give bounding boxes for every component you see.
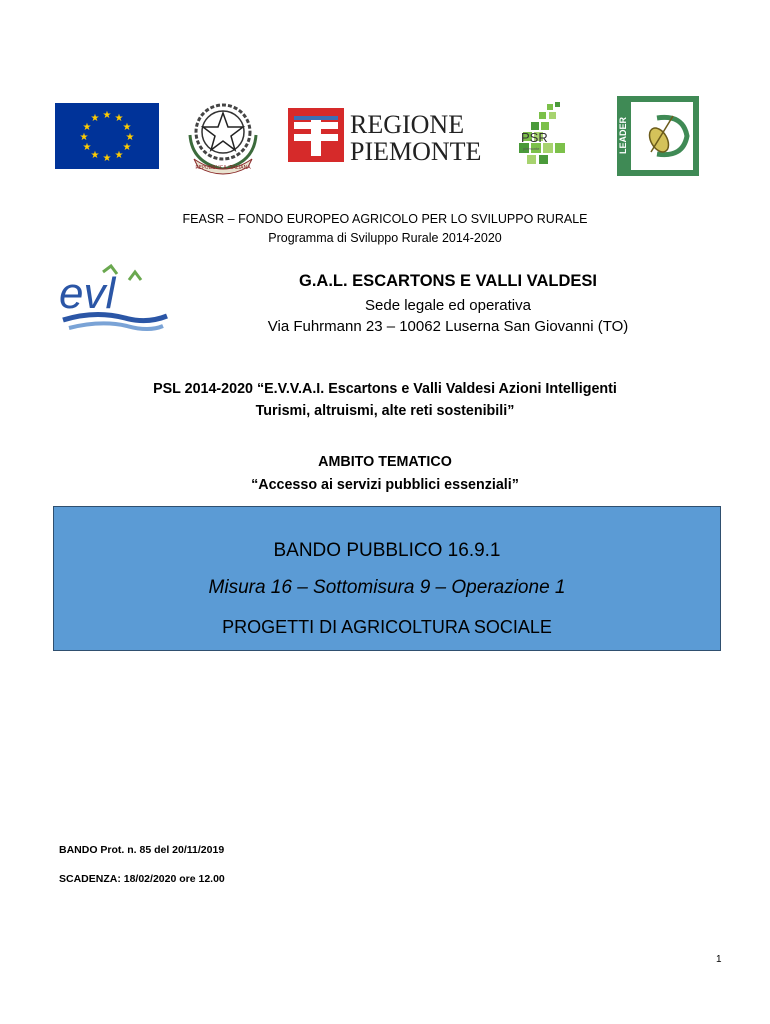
bando-protocol: BANDO Prot. n. 85 del 20/11/2019 xyxy=(59,844,225,856)
svg-text:evl: evl xyxy=(59,269,116,318)
svg-text:★: ★ xyxy=(90,150,100,161)
svg-text:PSR: PSR xyxy=(521,130,548,145)
svg-text:★: ★ xyxy=(102,110,112,121)
psl-line-1: PSL 2014-2020 “E.V.V.A.I. Escartons e Valli Valdesi Azioni Intelligenti xyxy=(153,381,617,397)
funding-line-1: FEASR – FONDO EUROPEO AGRICOLO PER LO SVILUPPO RURALE xyxy=(182,212,588,226)
svg-text:★: ★ xyxy=(102,153,112,164)
psl-line-2: Turismi, altruismi, alte reti sostenibili” xyxy=(255,403,515,419)
italy-emblem-logo xyxy=(180,95,266,177)
bando-subject: PROGETTI DI AGRICOLTURA SOCIALE xyxy=(222,617,552,637)
svg-text:★: ★ xyxy=(82,122,92,133)
evl-logo xyxy=(55,262,170,337)
svg-text:PIEMONTE: PIEMONTE xyxy=(350,137,482,164)
funding-line-2: Programma di Sviluppo Rurale 2014-2020 xyxy=(268,231,502,245)
svg-text:★: ★ xyxy=(82,142,92,153)
svg-text:REPUBBLICA ITALIANA: REPUBBLICA ITALIANA xyxy=(195,165,251,171)
bando-title: BANDO PUBBLICO 16.9.1 xyxy=(273,540,501,561)
page-number: 1 xyxy=(716,954,722,965)
svg-text:piemonte: piemonte xyxy=(523,146,540,151)
svg-text:★: ★ xyxy=(122,142,132,153)
svg-text:★: ★ xyxy=(79,132,89,143)
leader-logo xyxy=(617,96,699,176)
bando-measure: Misura 16 – Sottomisura 9 – Operazione 1 xyxy=(208,577,566,598)
ambito-tematico xyxy=(0,451,770,497)
funding-header xyxy=(0,210,770,248)
psr-logo xyxy=(509,98,589,172)
svg-text:★: ★ xyxy=(122,122,132,133)
psl-heading xyxy=(0,378,770,422)
eu-flag-logo xyxy=(55,103,159,169)
gal-office-label: Sede legale ed operativa xyxy=(365,297,531,314)
bando-banner xyxy=(53,506,721,651)
gal-address: Via Fuhrmann 23 – 10062 Luserna San Giovanni (TO) xyxy=(267,318,629,335)
ambito-value: “Accesso ai servizi pubblici essenziali” xyxy=(251,477,519,493)
svg-text:LEADER: LEADER xyxy=(618,116,628,154)
svg-text:★: ★ xyxy=(90,113,100,124)
bando-deadline: SCADENZA: 18/02/2020 ore 12.00 xyxy=(59,873,225,885)
regione-piemonte-logo xyxy=(288,106,486,164)
gal-title: G.A.L. ESCARTONS E VALLI VALDESI xyxy=(299,272,597,290)
svg-text:★: ★ xyxy=(125,132,135,143)
ambito-label: AMBITO TEMATICO xyxy=(318,454,452,470)
svg-text:★: ★ xyxy=(114,150,124,161)
svg-text:REGIONE: REGIONE xyxy=(350,110,465,139)
svg-text:★: ★ xyxy=(114,113,124,124)
